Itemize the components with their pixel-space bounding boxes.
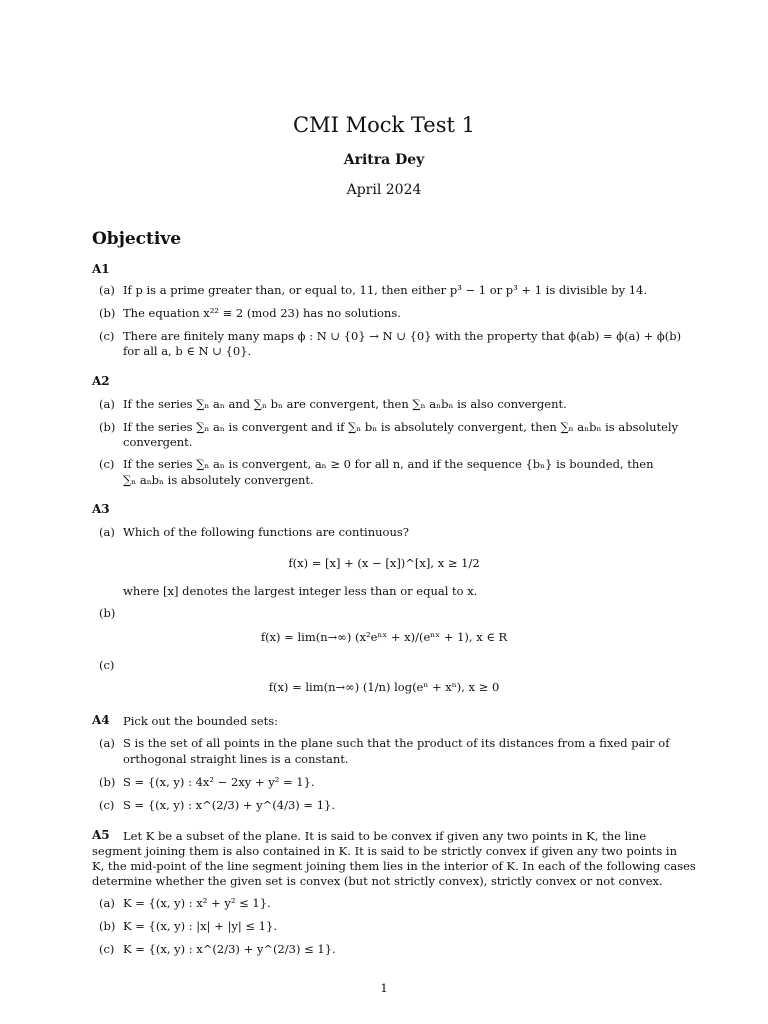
a3-equation-2: f(x) = lim(n→∞) (x²eⁿˣ + x)/(eⁿˣ + 1), x ∈ R [260, 630, 508, 644]
question-label-a1: A1 [92, 262, 110, 276]
a5-text-line4: determine whether the given set is convex (but not strictly convex), strictly convex or not convex. [92, 874, 663, 888]
a1-part-a-label: (a) [99, 283, 115, 297]
a5-part-a-label: (a) [99, 896, 115, 910]
a4-part-b-label: (b) [99, 775, 116, 789]
question-label-a3: A3 [92, 502, 110, 516]
question-label-a2: A2 [92, 374, 110, 388]
a5-text-line2: segment joining them is also contained in K. It is said to be strictly convex if given any two points in [92, 844, 678, 858]
section-heading-objective: Objective [92, 229, 182, 249]
a4-part-c-label: (c) [99, 798, 115, 812]
question-label-a4: A4 [92, 713, 110, 727]
a4-part-a-label: (a) [99, 736, 115, 750]
a5-part-b-label: (b) [99, 919, 116, 933]
a2-part-b-label: (b) [99, 420, 116, 434]
a2-part-a-text: If the series ∑ₙ aₙ and ∑ₙ bₙ are convergent, then ∑ₙ aₙbₙ is also convergent. [123, 397, 567, 411]
a4-part-c-text: S = {(x, y) : x^(2/3) + y^(4/3) = 1}. [123, 798, 335, 812]
a3-note-text: where [x] denotes the largest integer less than or equal to x. [123, 584, 478, 598]
a5-part-a-text: K = {(x, y) : x² + y² ≤ 1}. [123, 896, 271, 910]
a4-part-b-text: S = {(x, y) : 4x² − 2xy + y² = 1}. [123, 775, 315, 789]
a2-part-a-label: (a) [99, 397, 115, 411]
a5-part-c-label: (c) [99, 942, 115, 956]
a3-part-c-label: (c) [99, 658, 115, 672]
a1-part-c-text-line2: for all a, b ∈ N ∪ {0}. [123, 344, 252, 358]
a4-part-a-text-line2: orthogonal straight lines is a constant. [123, 752, 349, 766]
a3-part-a-label: (a) [99, 525, 115, 539]
document-date: April 2024 [346, 182, 422, 198]
a3-equation-1: f(x) = [x] + (x − [x])^[x], x ≥ 1/2 [288, 556, 480, 570]
a1-part-c-text-line1: There are finitely many maps ϕ : N ∪ {0} → N ∪ {0} with the property that ϕ(ab) = ϕ(a) + ϕ(b) [123, 329, 682, 343]
a1-part-a-text: If p is a prime greater than, or equal to, 11, then either p³ − 1 or p³ + 1 is divisible by 14. [123, 283, 648, 297]
a3-part-b-label: (b) [99, 606, 116, 620]
author-name: Aritra Dey [343, 152, 425, 168]
a2-part-c-text-line1: If the series ∑ₙ aₙ is convergent, aₙ ≥ 0 for all n, and if the sequence {bₙ} is bounded, then [123, 457, 654, 471]
page-number: 1 [380, 981, 388, 995]
a2-part-c-label: (c) [99, 457, 115, 471]
a4-part-a-text-line1: S is the set of all points in the plane such that the product of its distances from a fixed pair of [123, 736, 670, 750]
a1-part-b-text: The equation x²² ≡ 2 (mod 23) has no solutions. [123, 306, 401, 320]
a2-part-b-text-line1: If the series ∑ₙ aₙ is convergent and if ∑ₙ bₙ is absolutely convergent, then ∑ₙ aₙbₙ is absolutely [123, 420, 679, 434]
question-label-a5: A5 [92, 828, 110, 842]
a2-part-c-text-line2: ∑ₙ aₙbₙ is absolutely convergent. [123, 473, 314, 487]
a5-text-line1: Let K be a subset of the plane. It is said to be convex if given any two points in K, the line [123, 829, 647, 843]
document-title: CMI Mock Test 1 [293, 113, 475, 137]
a4-intro-text: Pick out the bounded sets: [123, 714, 278, 728]
a3-equation-3: f(x) = lim(n→∞) (1/n) log(eⁿ + xⁿ), x ≥ 0 [268, 680, 500, 694]
a1-part-c-label: (c) [99, 329, 115, 343]
a1-part-b-label: (b) [99, 306, 116, 320]
a5-text-line3: K, the mid-point of the line segment joining them lies in the interior of K. In each of the following cases [92, 859, 696, 873]
a5-part-c-text: K = {(x, y) : x^(2/3) + y^(2/3) ≤ 1}. [123, 942, 336, 956]
a5-part-b-text: K = {(x, y) : |x| + |y| ≤ 1}. [123, 919, 277, 933]
a3-part-a-text: Which of the following functions are continuous? [123, 525, 409, 539]
a2-part-b-text-line2: convergent. [123, 435, 193, 449]
